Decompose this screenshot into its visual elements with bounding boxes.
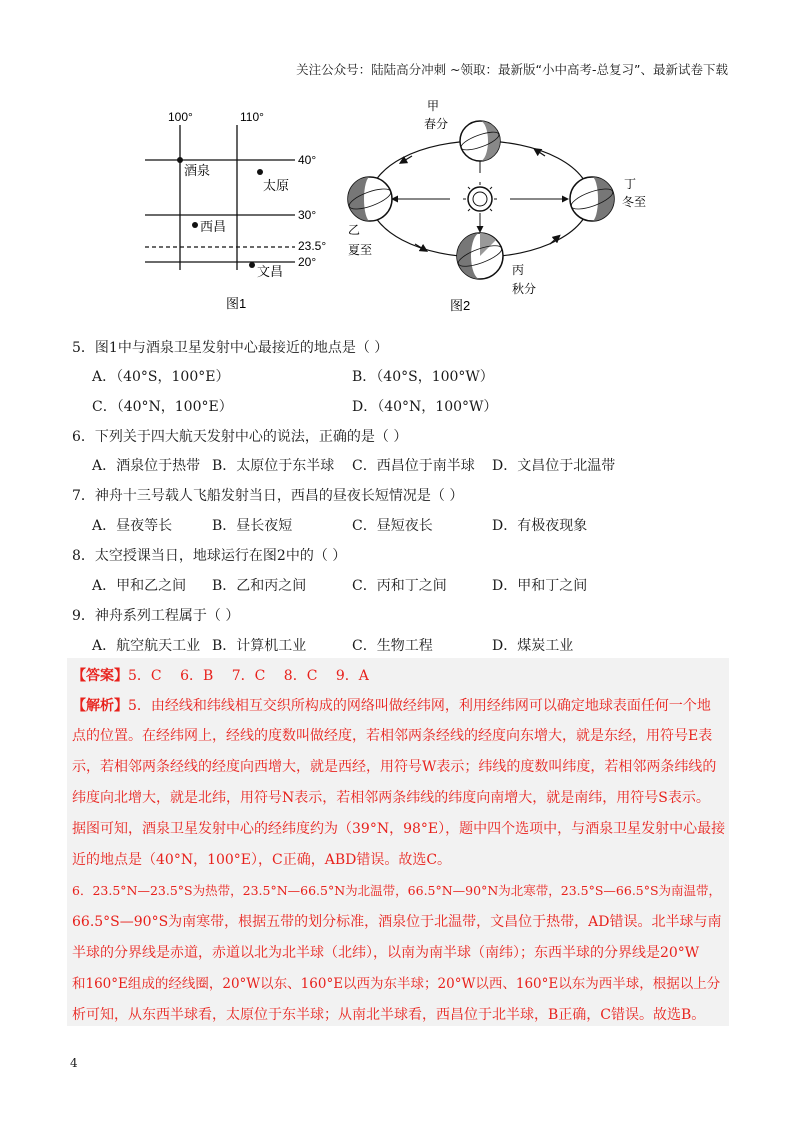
place-xichang: 西昌 [200,220,227,235]
figure-2 [340,96,660,318]
analysis-line-9: 半球的分界线是赤道，赤道以北为北半球（北纬），以南为南半球（南纬）；东西半球的分界线是20°W [72,945,700,961]
lat-label-23-5: 23.5° [298,239,327,253]
label-bing: 丙 [512,263,525,277]
label-chunfen: 春分 [424,117,449,131]
q9-option-b: B．计算机工业 [212,638,307,654]
q7-option-a: A．昼夜等长 [92,518,173,534]
q8-option-c: C．丙和丁之间 [352,578,447,594]
lon-label-110: 110° [240,110,264,124]
q9-option-d: D．煤炭工业 [492,638,574,654]
lat-label-20: 20° [298,255,317,269]
q5-option-a: A．（40°S，100°E） [92,369,230,385]
analysis-line-5: 据图可知，酒泉卫星发射中心的经纬度约为（39°N，98°E），题中四个选项中，与酒泉卫星发射中心最接 [72,821,726,837]
q5-option-d: D．（40°N，100°W） [352,399,498,415]
analysis-line-4: 纬度向北增大，就是北纬，用符号N表示，若相邻两条纬线的纬度向南增大，就是南纬，用符号S表示。 [72,790,710,806]
q6-option-a: A．酒泉位于热带 [92,458,201,474]
label-dongzhi: 冬至 [622,195,647,209]
analysis-line-11: 析可知，从东西半球看，太原位于东半球；从南北半球看，西昌位于北半球，B正确，C错误。故选B。 [72,1007,706,1023]
lat-label-40: 40° [298,153,317,167]
answer-text: 5．C 6．B 7．C 8．C 9．A [128,668,369,684]
q9-option-a: A．航空航天工业 [92,638,201,654]
place-jiuquan: 酒泉 [184,164,211,179]
analysis-line-6: 近的地点是（40°N，100°E），C正确，ABD错误。故选C。 [72,852,452,868]
place-wenchang: 文昌 [257,265,284,280]
analysis-label: 【解析】 [72,698,128,714]
question-7-stem: 7．神舟十三号载人飞船发射当日，西昌的昼夜长短情况是（ ） [72,488,464,504]
question-6-stem: 6．下列关于四大航天发射中心的说法，正确的是（ ） [72,429,408,445]
answer-line [72,666,369,686]
q8-option-a: A．甲和乙之间 [92,578,187,594]
figure-1 [140,110,340,315]
page-number: 4 [70,1056,78,1070]
figure-1-caption: 图1 [226,296,247,311]
q5-option-b: B．（40°S，100°W） [352,369,494,385]
analysis-line-10: 和160°E组成的经线圈，20°W以东、160°E以西为东半球；20°W以西、160°E以东为西半球，根据以上分 [72,976,721,992]
analysis-line-2: 点的位置。在经纬网上，经线的度数叫做经度，若相邻两条经线的经度向东增大，就是东经，用符号E表 [72,728,713,744]
q7-option-b: B．昼长夜短 [212,518,293,534]
label-yi: 乙 [348,223,361,237]
label-jia: 甲 [427,99,440,113]
q8-option-b: B．乙和丙之间 [212,578,307,594]
lat-label-30: 30° [298,208,317,222]
analysis-line-1 [72,696,711,716]
answer-label: 【答案】 [72,668,128,684]
q5-option-c: C．（40°N，100°E） [92,399,233,415]
q9-option-c: C．生物工程 [352,638,433,654]
analysis-line-3: 示，若相邻两条经线的经度向西增大，就是西经，用符号W表示；纬线的度数叫纬度，若相邻两条纬线的 [72,759,717,775]
question-9-stem: 9．神舟系列工程属于（ ） [72,608,240,624]
lon-label-100: 100° [168,110,193,124]
label-xiazhi: 夏至 [348,243,373,257]
analysis-line-7: 6．23.5°N—23.5°S为热带，23.5°N—66.5°N为北温带，66.5°N—90°N为北寒带，23.5°S—66.5°S为南温带， [72,883,722,898]
page-header: 关注公众号：陆陆高分冲刺 ~领取：最新版“小中高考-总复习”、最新试卷下载 [296,62,728,77]
figure-2-caption: 图2 [450,298,471,313]
q7-option-c: C．昼短夜长 [352,518,433,534]
q7-option-d: D．有极夜现象 [492,518,588,534]
question-8-stem: 8．太空授课当日，地球运行在图2中的（ ） [72,548,347,564]
q6-option-b: B．太原位于东半球 [212,458,335,474]
analysis-line-8: 66.5°S—90°S为南寒带，根据五带的划分标准，酒泉位于北温带，文昌位于热带，AD错误。北半球与南 [72,914,722,930]
label-ding: 丁 [624,177,637,191]
analysis-text-1: 5．由经线和纬线相互交织所构成的网络叫做经纬网，利用经纬网可以确定地球表面任何一个地 [128,698,711,714]
q8-option-d: D．甲和丁之间 [492,578,588,594]
q6-option-d: D．文昌位于北温带 [492,458,616,474]
label-qiufen: 秋分 [512,282,537,296]
q6-option-c: C．西昌位于南半球 [352,458,475,474]
question-5-stem: 5．图1中与酒泉卫星发射中心最接近的地点是（ ） [72,340,389,356]
place-taiyuan: 太原 [263,179,290,194]
